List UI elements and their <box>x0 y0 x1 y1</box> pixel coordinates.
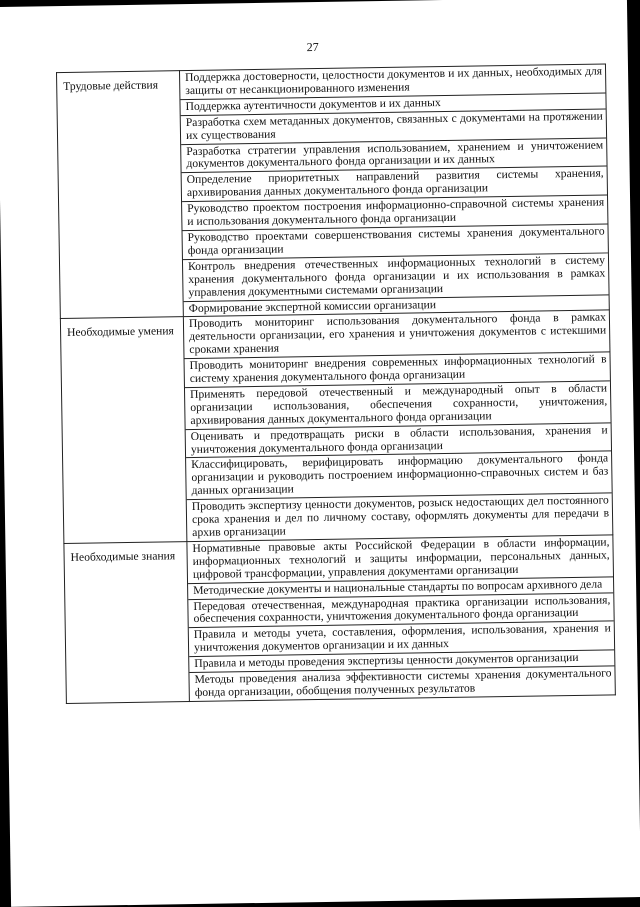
page-number: 27 <box>306 39 319 55</box>
competency-table <box>56 63 616 703</box>
list-item: Правила и методы проведения экспертизы ценности документов организации <box>189 651 614 674</box>
table-row-required-knowledge <box>64 535 615 704</box>
list-item: Поддержка достоверности, целостности документов и их данных, необходимых для защиты от несанкционированного изменения <box>180 64 605 99</box>
row-label-required-knowledge: Необходимые знания <box>64 541 189 703</box>
list-item: Формирование экспертной комиссии организации <box>188 297 437 315</box>
list-item: Методические документы и национальные стандарты по вопросам архивного дела <box>188 577 613 600</box>
list-item: Проводить экспертизу ценности документов, розыск недостающих дел постоянного срока хранения и дел по личному составу, оформлять документы для передачи в архив организации <box>191 493 610 540</box>
required-knowledge-list <box>187 535 615 702</box>
table-row-labor-actions <box>57 64 610 319</box>
list-item: Руководство проектами совершенствования системы хранения документального фонда организации <box>183 224 608 259</box>
list-item: Методы проведения анализа эффективности системы хранения документального фонда организации, обобщения полученных результатов <box>194 666 612 699</box>
list-item: Поддержка аутентичности документов и их данных <box>180 93 605 116</box>
list-item: Классифицировать, верифицировать информацию документального фонда организации и руководить построением информационно-справочных систем и баз данных организации <box>186 452 612 500</box>
list-item: Разработка схем метаданных документов, связанных с документами на протяжении их существования <box>181 109 606 144</box>
list-item: Оценивать и предотвращать риски в области использования, хранения и уничтожения документального фонда организации <box>186 423 611 458</box>
list-item: Контроль внедрения отечественных информационных технологий в систему хранения документального фонда организации и их использования в рамках управления документными системами организации <box>183 253 609 301</box>
table-row-required-skills <box>60 310 612 543</box>
list-item: Применять передовой отечественный и международный опыт в области организации использования, обеспечения сохранности, уничтожения, архивирования данных документального фонда организации <box>185 381 611 429</box>
list-item: Нормативные правовые акты Российской Федерации в области информации, информационных технологий и защиты информации, персональных данных, цифровой трансформации, управления документами организации <box>187 535 613 583</box>
list-item: Разработка стратегии управления использованием, хранением и уничтожением документов документального фонда организации и их данных <box>181 138 606 173</box>
labor-actions-list <box>179 64 609 317</box>
required-skills-list <box>183 310 612 541</box>
list-item: Правила и методы учета, составления, оформления, использования, хранения и уничтожения документов организации и их данных <box>189 622 614 657</box>
row-label-labor-actions: Трудовые действия <box>57 71 184 319</box>
list-item: Передовая отечественная, международная практика организации использования, обеспечения сохранности, уничтожения документального фонда организации <box>188 593 613 628</box>
list-item: Проводить мониторинг использования документального фонда в рамках деятельности организации, его хранения и уничтожения документов с истекшими сроками хранения <box>184 311 610 359</box>
list-item: Проводить мониторинг внедрения современных информационных технологий в систему хранения документального фонда организации <box>185 353 610 388</box>
list-item: Руководство проектом построения информационно-справочной системы хранения и использования документального фонда организации <box>182 196 607 231</box>
list-item: Определение приоритетных направлений развития системы хранения, архивирования данных документального фонда организации <box>182 167 607 202</box>
row-label-required-skills: Необходимые умения <box>60 317 187 543</box>
